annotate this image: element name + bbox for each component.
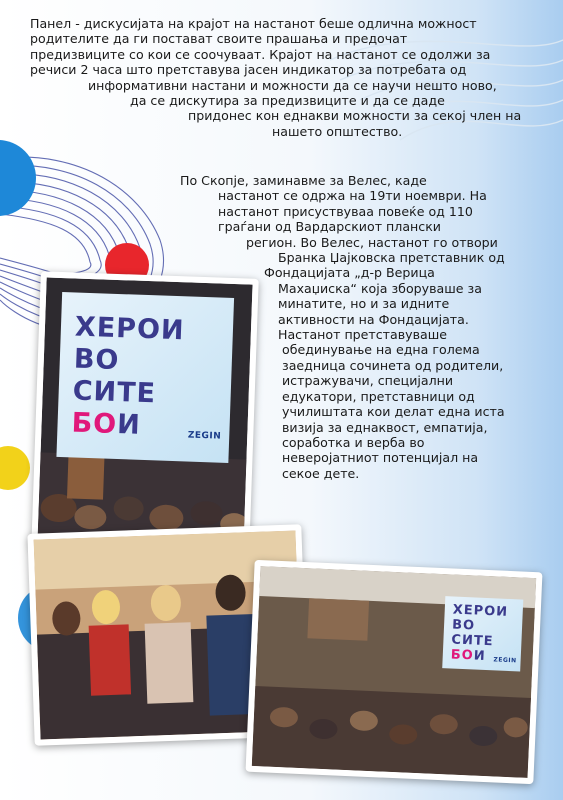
screen-title-line: СИТЕ <box>72 374 157 409</box>
text-line: едукатори, претставници од <box>282 388 475 404</box>
blue-circle-decoration <box>0 140 36 216</box>
text-line: Бранка Џајковска претставник од <box>278 250 505 266</box>
text-line: минатите, но и за идните <box>278 296 450 312</box>
text-line: придонес кон еднакви можности за секој член на <box>188 108 522 124</box>
text-line: визија за еднаквост, емпатија, <box>282 419 488 435</box>
text-line: заедница сочинета од родители, <box>282 357 504 373</box>
text-line: Фондацијата „д-р Верица <box>264 265 435 281</box>
screen-title-highlight: БО <box>71 406 118 440</box>
event-screen <box>56 292 234 463</box>
yellow-circle-decoration <box>0 446 30 490</box>
screen-title-line: ХЕРОИ <box>74 311 186 346</box>
text-line: предизвиците со кои се соочуваат. Крајот на настанот се одолжи за <box>30 46 491 62</box>
screen-title-line: ВО <box>73 342 120 376</box>
paragraph-panel-discussion <box>30 16 521 139</box>
text-line: да се дискутира за предизвиците и да се даде <box>130 93 445 109</box>
text-line: соработка и верба во <box>282 434 425 450</box>
screen-title-line: СИТЕ <box>451 632 494 650</box>
text-line: Панел - дискусијата на крајот на настанот беше одлична можност <box>30 16 477 31</box>
event-photo-speaker <box>31 271 259 555</box>
text-line: настанот присуствуваа повеќе од 110 <box>218 203 473 219</box>
text-line: Махаџиска“ која зборуваше за <box>278 280 482 296</box>
text-line: регион. Во Велес, настанот го отвори <box>246 234 498 250</box>
screen-title-highlight: БО <box>450 647 475 664</box>
event-photo-hall <box>246 560 543 784</box>
text-line: обединување на една голема <box>282 342 480 358</box>
text-line: училиштата кои делат една иста <box>282 404 505 420</box>
text-line: нашето општество. <box>272 123 403 139</box>
text-line: неверојатниот потенцијал на <box>282 450 479 466</box>
text-line: речиси 2 часа што претставува јасен индикатор за потребата од <box>30 62 467 78</box>
text-line: истражувачи, специјални <box>282 373 454 389</box>
text-line: настанот се одржа на 19ти ноември. На <box>218 188 487 204</box>
screen-title-line: ХЕРОИ <box>452 602 509 620</box>
screen-title-letter: И <box>116 408 142 441</box>
text-line: граѓани од Вардарскиот плански <box>218 219 441 235</box>
screen-title-line: ВО <box>451 617 476 634</box>
zegin-logo: ZEGIN <box>187 430 222 442</box>
text-line: По Скопје, заминавме за Велес, каде <box>180 173 427 188</box>
text-line: секое дете. <box>282 465 360 481</box>
screen-title-letter: И <box>473 648 486 664</box>
event-screen <box>442 596 523 671</box>
text-line: Настанот претставуваше <box>278 327 448 343</box>
text-line: активности на Фондацијата. <box>278 311 469 327</box>
zegin-logo: ZEGIN <box>493 656 517 665</box>
text-line: родителите да ги постават своите прашања и предочат <box>30 31 408 47</box>
text-line: информативни настани и можности да се научи нешто ново, <box>88 77 497 93</box>
